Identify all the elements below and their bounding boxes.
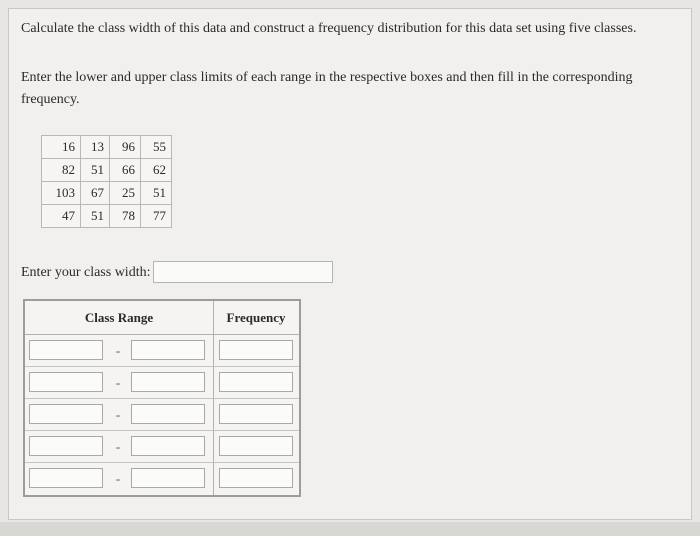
table-row [25,367,299,399]
question-panel [8,8,692,520]
upper-limit-input[interactable] [131,340,205,360]
upper-limit-input[interactable] [131,372,205,392]
question-text-1: Calculate the class width of this data and construct a frequency distribution for this data set using five classes. [21,21,637,36]
lower-limit-input[interactable] [29,340,103,360]
range-separator: - [115,439,121,454]
frequency-table-header [25,301,299,335]
range-separator: - [115,471,121,486]
data-cell: 62 [141,159,172,182]
frequency-input[interactable] [219,404,293,424]
data-row [42,136,172,159]
frequency-input[interactable] [219,436,293,456]
data-cell: 66 [110,159,141,182]
data-row [42,205,172,228]
lower-limit-input[interactable] [29,372,103,392]
upper-limit-input[interactable] [131,436,205,456]
frequency-header: Frequency [226,310,286,325]
data-set-table [41,135,172,228]
data-cell: 51 [81,159,110,182]
data-cell: 78 [110,205,141,228]
lower-limit-input[interactable] [29,404,103,424]
frequency-input[interactable] [219,372,293,392]
data-cell: 77 [141,205,172,228]
table-row [25,463,299,495]
data-cell: 55 [141,136,172,159]
upper-limit-input[interactable] [131,404,205,424]
range-separator: - [115,343,121,358]
data-cell: 67 [81,182,110,205]
upper-limit-input[interactable] [131,468,205,488]
table-row [25,399,299,431]
class-width-input[interactable] [153,261,333,283]
data-cell: 96 [110,136,141,159]
table-row [25,431,299,463]
data-cell: 47 [42,205,81,228]
range-separator: - [115,375,121,390]
frequency-input[interactable] [219,468,293,488]
data-row [42,159,172,182]
data-cell: 16 [42,136,81,159]
class-range-header: Class Range [84,310,154,325]
bottom-divider-bar [0,522,700,536]
data-cell: 25 [110,182,141,205]
data-row [42,182,172,205]
frequency-input[interactable] [219,340,293,360]
data-cell: 103 [42,182,81,205]
data-cell: 51 [81,205,110,228]
data-cell: 51 [141,182,172,205]
frequency-distribution-table [23,299,301,497]
data-cell: 13 [81,136,110,159]
data-cell: 82 [42,159,81,182]
range-separator: - [115,407,121,422]
question-text-2: Enter the lower and upper class limits of each range in the respective boxes and then fill in the corresponding frequency. [21,70,633,107]
lower-limit-input[interactable] [29,436,103,456]
table-row [25,335,299,367]
lower-limit-input[interactable] [29,468,103,488]
class-width-label: Enter your class width: [21,265,151,280]
